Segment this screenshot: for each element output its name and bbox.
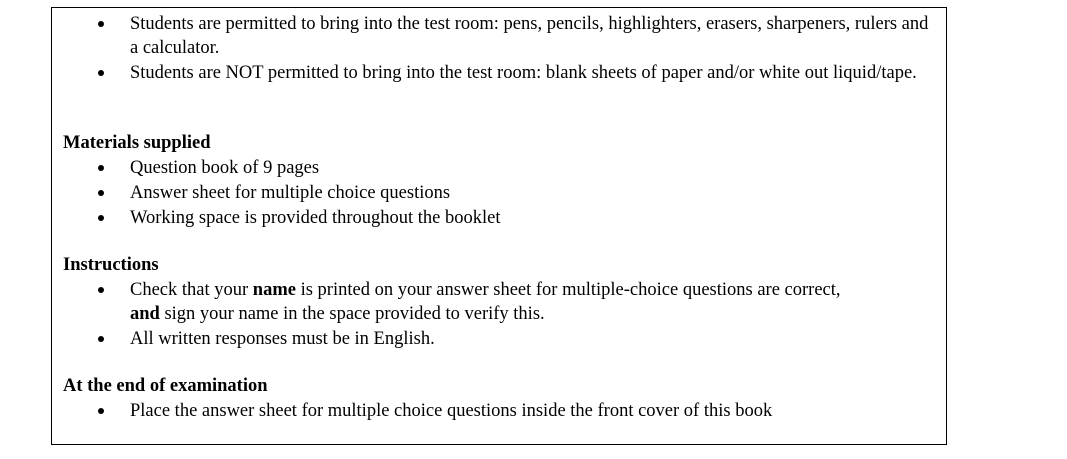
bullet-icon	[96, 61, 106, 85]
instructions-box	[51, 7, 947, 445]
list-item-text: Students are permitted to bring into the test room: pens, pencils, highlighters, erasers, sharpeners, rulers and a calculator.	[130, 14, 929, 58]
bullet-icon	[96, 206, 106, 230]
bullet-icon	[96, 181, 106, 205]
text-run: is printed on your answer sheet for multiple-choice questions are correct,	[295, 280, 841, 300]
text-run: Check that your	[130, 280, 253, 300]
list-item-text: Working space is provided throughout the booklet	[130, 208, 501, 228]
bullet-icon	[96, 399, 106, 423]
list-item-text	[130, 278, 935, 326]
list-item-text: Answer sheet for multiple choice questions	[130, 183, 451, 203]
emphasis-name: name	[252, 280, 296, 300]
list-item-text: Place the answer sheet for multiple choice questions inside the front cover of this book	[130, 401, 773, 421]
list-item-text: All written responses must be in English.	[130, 329, 435, 349]
bullet-icon	[96, 12, 106, 36]
end-heading: At the end of examination	[63, 376, 268, 396]
instructions-heading: Instructions	[63, 255, 159, 275]
bullet-icon	[96, 327, 106, 351]
materials-heading: Materials supplied	[63, 133, 211, 153]
text-run: sign your name in the space provided to verify this.	[159, 304, 545, 324]
list-item-text: Question book of 9 pages	[130, 158, 320, 178]
bullet-icon	[96, 156, 106, 180]
bullet-icon	[96, 278, 106, 302]
emphasis-and: and	[130, 304, 160, 324]
list-item-text: Students are NOT permitted to bring into the test room: blank sheets of paper and/or white out liquid/tape.	[130, 63, 917, 83]
